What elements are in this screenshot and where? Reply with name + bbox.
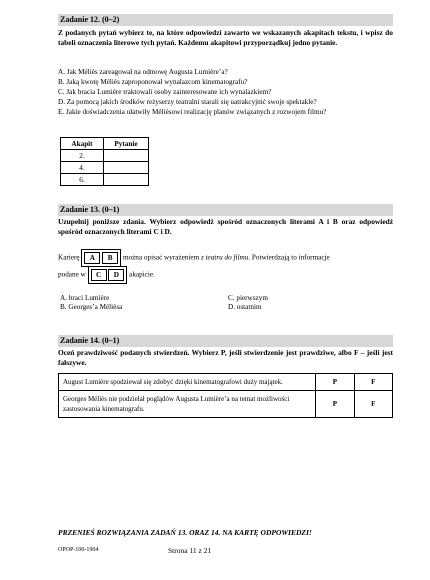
option-a: A. braci Lumière	[60, 294, 110, 302]
akapit-cell: 2.	[61, 150, 104, 162]
question-a: A. Jak Méliès zareagował na odmowę Augusta Lumière’a?	[58, 68, 228, 76]
task13-header: Zadanie 13. (0–1)	[58, 204, 393, 216]
akapit-cell: 6.	[61, 174, 104, 186]
task12-question-list	[58, 67, 393, 117]
table-row	[59, 391, 393, 418]
table-row	[61, 162, 149, 174]
question-b: B. Jaką kwotę Méliès zaproponował wynalazcom kinematografu?	[58, 78, 248, 86]
task13-options-left	[60, 294, 122, 312]
table-row	[59, 374, 393, 391]
option-b: B. Georges’a Mélièsa	[60, 303, 123, 311]
statement-2: Georges Méliès nie podzielał poglądów Augusta Lumière’a na temat możliwości zastosowania kinematografu.	[59, 391, 316, 418]
task13-options-right	[228, 294, 268, 312]
task14-statements-table	[58, 373, 393, 418]
task13-sentence-line1: Karierę A B można opisać wyrażeniem z teatru do filmu. Potwierdzają to informacje	[58, 249, 330, 267]
table-header-pytanie: Pytanie	[104, 138, 149, 150]
answer-cell[interactable]	[104, 162, 149, 174]
choice-b-box[interactable]: B	[102, 252, 118, 264]
task12-instruction: Z podanych pytań wybierz te, na które odpowiedzi zawarto we wskazanych akapitach tekstu, i wpisz do tabeli oznaczenia literowe tych pytań. Każdemu akapitowi przyporządkuj jedno pytanie.	[58, 28, 393, 47]
choice-ab-group	[81, 249, 121, 267]
task14-instruction: Oceń prawdziwość podanych stwierdzeń. Wybierz P, jeśli stwierdzenie jest prawdziwe, albo F – jeśli jest fałszywe.	[58, 348, 393, 367]
true-option[interactable]: P	[316, 391, 354, 418]
task13-instruction: Uzupełnij poniższe zdania. Wybierz odpowiedź spośród oznaczonych literami A i B oraz odpowiedź spośród oznaczonych literami C i D.	[58, 217, 393, 236]
question-c: C. Jak bracia Lumière traktowali osoby zainteresowane ich wynalazkiem?	[58, 88, 272, 96]
statement-1: August Lumière spodziewał się zdobyć dzięki kinematografowi duży majątek.	[59, 374, 316, 391]
task14-header: Zadanie 14. (0–1)	[58, 335, 393, 347]
task12-header: Zadanie 12. (0–2)	[58, 14, 393, 26]
answer-cell[interactable]	[104, 174, 149, 186]
choice-cd-group	[88, 266, 128, 284]
transfer-answers-note: PRZENIEŚ ROZWIĄZANIA ZADAŃ 13. ORAZ 14. NA KARTĘ ODPOWIEDZI!	[58, 528, 312, 537]
exam-code: OPOP-100-1904	[58, 547, 99, 553]
false-option[interactable]: F	[354, 374, 392, 391]
choice-c-box[interactable]: C	[91, 269, 107, 281]
choice-d-box[interactable]: D	[108, 269, 124, 281]
table-header-akapit: Akapit	[61, 138, 104, 150]
page-number: Strona 11 z 21	[168, 546, 212, 555]
choice-a-box[interactable]: A	[84, 252, 100, 264]
question-d: D. Za pomocą jakich środków reżyserzy teatralni starali się uatrakcyjnić swoje spektakle?	[58, 98, 317, 106]
answer-cell[interactable]	[104, 150, 149, 162]
task12-answer-table	[60, 137, 149, 186]
question-e: E. Jakie doświadczenia ułatwiły Méliѐsowi realizację planów związanych z rozwojem filmu?	[58, 108, 327, 116]
false-option[interactable]: F	[354, 391, 392, 418]
option-d: D. ostatnim	[228, 303, 262, 311]
option-c: C. pierwszym	[228, 294, 268, 302]
true-option[interactable]: P	[316, 374, 354, 391]
task13-sentence-line2: podane w C D akapicie.	[58, 266, 155, 284]
italic-phrase: z teatru do filmu	[200, 253, 249, 262]
table-row	[61, 150, 149, 162]
table-row	[61, 174, 149, 186]
akapit-cell: 4.	[61, 162, 104, 174]
